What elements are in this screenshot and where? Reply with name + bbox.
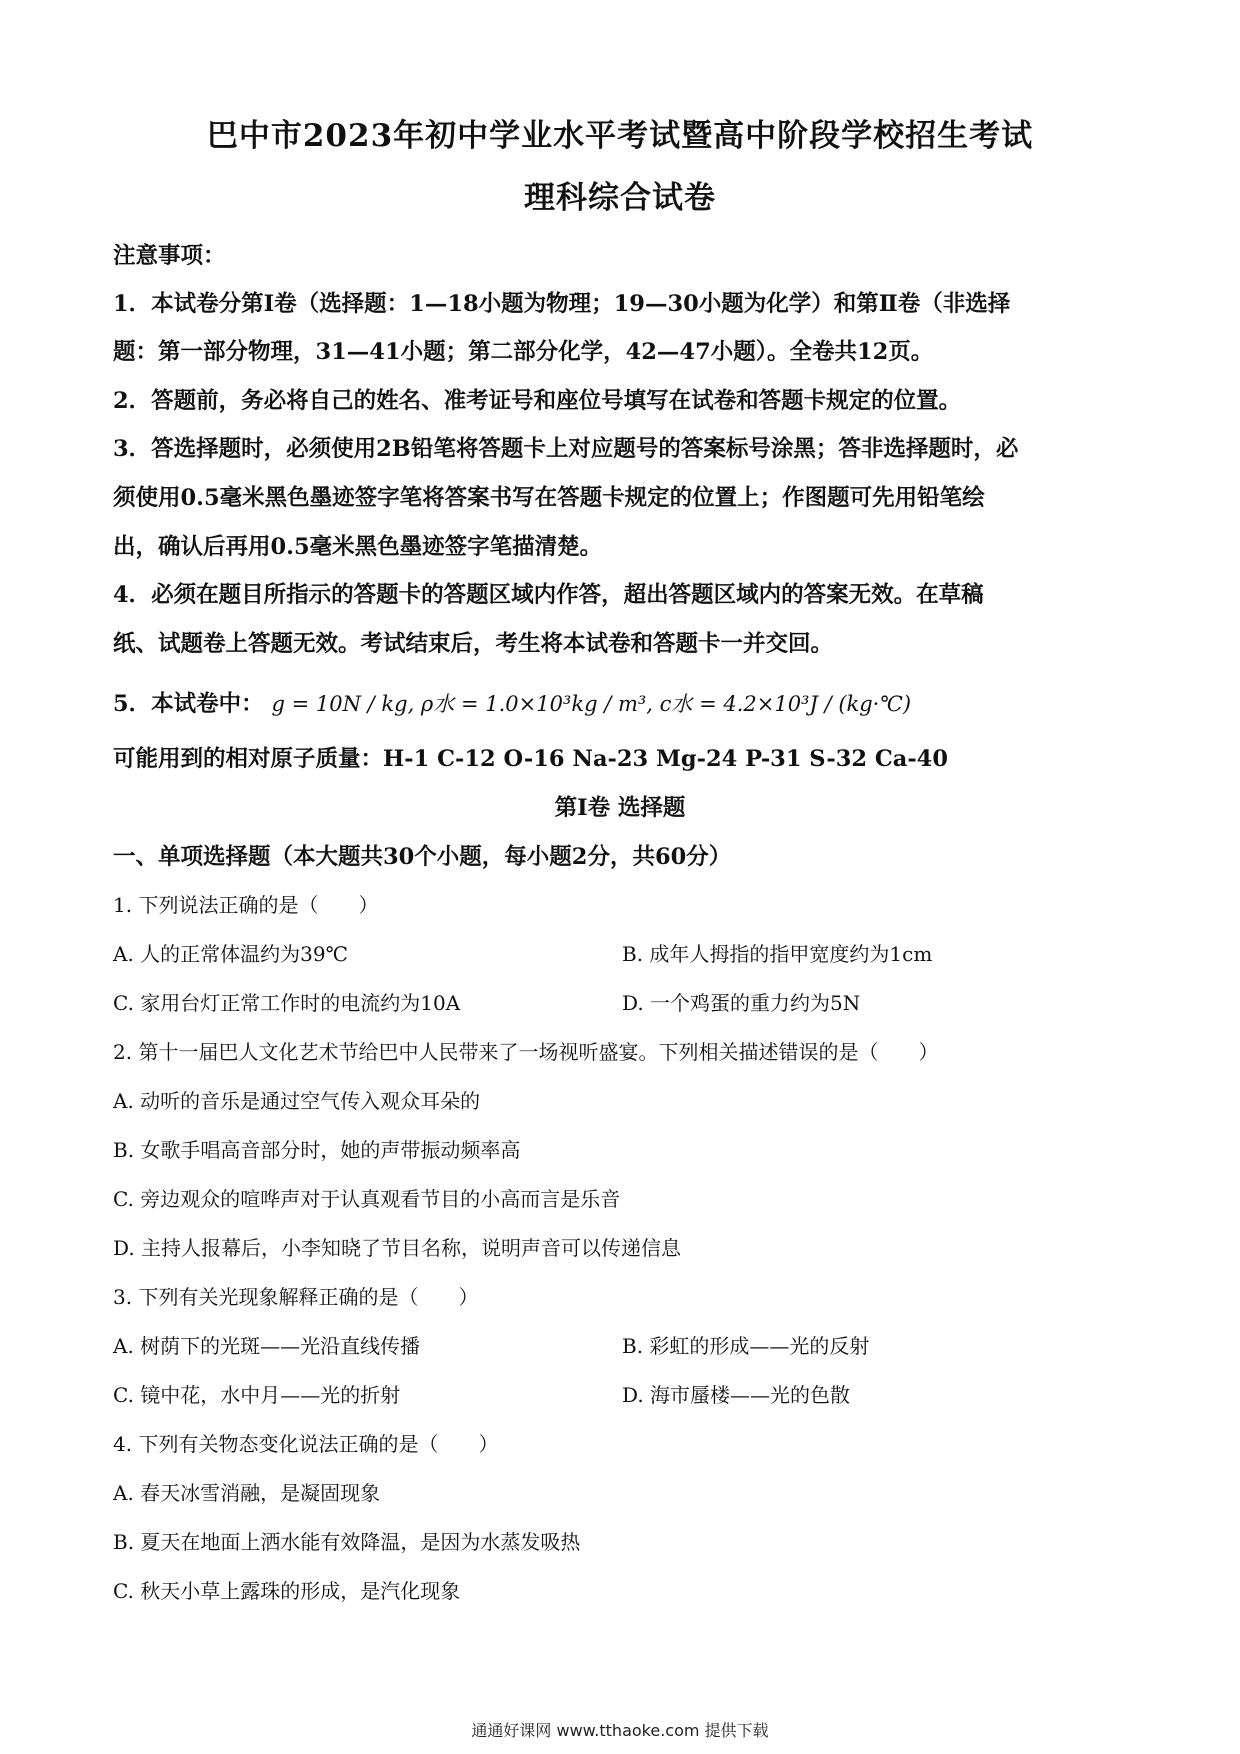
q1-stem: 1. 下列说法正确的是（ ）: [113, 893, 379, 917]
q1-option-a: A. 人的正常体温约为39℃: [113, 942, 348, 966]
notice-4b: 纸、试题卷上答题无效。考试结束后，考生将本试卷和答题卡一并交回。: [113, 631, 834, 657]
q3-option-d: D. 海市蜃楼——光的色散: [622, 1383, 851, 1407]
q2-option-d: D. 主持人报幕后，小李知晓了节目名称，说明声音可以传递信息: [113, 1236, 682, 1260]
notice-4a: 4．必须在题目所指示的答题卡的答题区域内作答，超出答题区域内的答案无效。在草稿: [113, 582, 984, 608]
constants-formula: g = 10N / kg, ρ水 = 1.0×10³kg / m³, c水 = 4.2×10³J / (kg·℃): [271, 692, 912, 716]
notice-3b: 须使用0.5毫米黑色墨迹签字笔将答案书写在答题卡规定的位置上；作图题可先用铅笔绘: [113, 485, 985, 511]
notice-3c: 出，确认后再用0.5毫米黑色墨迹签字笔描清楚。: [113, 534, 603, 560]
q2-option-c: C. 旁边观众的喧哗声对于认真观看节目的小高而言是乐音: [113, 1187, 621, 1211]
q4-option-b: B. 夏天在地面上洒水能有效降温，是因为水蒸发吸热: [113, 1530, 581, 1554]
notice-2: 2．答题前，务必将自己的姓名、准考证号和座位号填写在试卷和答题卡规定的位置。: [113, 388, 962, 414]
q3-option-b: B. 彩虹的形成——光的反射: [622, 1334, 870, 1358]
part-heading: 一、单项选择题（本大题共30个小题，每小题2分，共60分）: [113, 844, 732, 870]
q4-option-c: C. 秋天小草上露珠的形成，是汽化现象: [113, 1579, 461, 1603]
q1-option-d: D. 一个鸡蛋的重力约为5N: [622, 991, 861, 1015]
q3-option-a: A. 树荫下的光斑——光沿直线传播: [113, 1334, 421, 1358]
page-title: 巴中市2023年初中学业水平考试暨高中阶段学校招生考试: [206, 118, 1034, 154]
q3-stem: 3. 下列有关光现象解释正确的是（ ）: [113, 1285, 479, 1309]
notice-5-label: 5．本试卷中：: [113, 691, 264, 717]
q4-option-a: A. 春天冰雪消融，是凝固现象: [113, 1481, 381, 1505]
notice-1a: 1．本试卷分第Ⅰ卷（选择题：1—18小题为物理；19—30小题为化学）和第Ⅱ卷（非选择: [113, 291, 1011, 317]
notice-1b: 题：第一部分物理，31—41小题；第二部分化学，42—47小题）。全卷共12页。: [113, 339, 934, 365]
page-footer: 通通好课网 www.tthaoke.com 提供下载: [471, 1721, 769, 1740]
q2-stem: 2. 第十一届巴人文化艺术节给巴中人民带来了一场视听盛宴。下列相关描述错误的是（ ）: [113, 1040, 939, 1064]
q3-option-c: C. 镜中花，水中月——光的折射: [113, 1383, 401, 1407]
q1-option-b: B. 成年人拇指的指甲宽度约为1cm: [622, 942, 933, 966]
volume-heading: 第Ⅰ卷 选择题: [554, 795, 686, 821]
page-subtitle: 理科综合试卷: [524, 180, 716, 216]
notice-3a: 3．答选择题时，必须使用2B铅笔将答题卡上对应题号的答案标号涂黑；答非选择题时，必: [113, 436, 1019, 462]
q2-option-a: A. 动听的音乐是通过空气传入观众耳朵的: [113, 1089, 481, 1113]
q4-stem: 4. 下列有关物态变化说法正确的是（ ）: [113, 1432, 499, 1456]
notice-5: [113, 686, 1133, 718]
q1-option-c: C. 家用台灯正常工作时的电流约为10A: [113, 991, 461, 1015]
atomic-masses: 可能用到的相对原子质量：H-1 C-12 O-16 Na-23 Mg-24 P-31 S-32 Ca-40: [113, 746, 948, 772]
q2-option-b: B. 女歌手唱高音部分时，她的声带振动频率高: [113, 1138, 521, 1162]
notice-heading: 注意事项：: [113, 243, 226, 269]
